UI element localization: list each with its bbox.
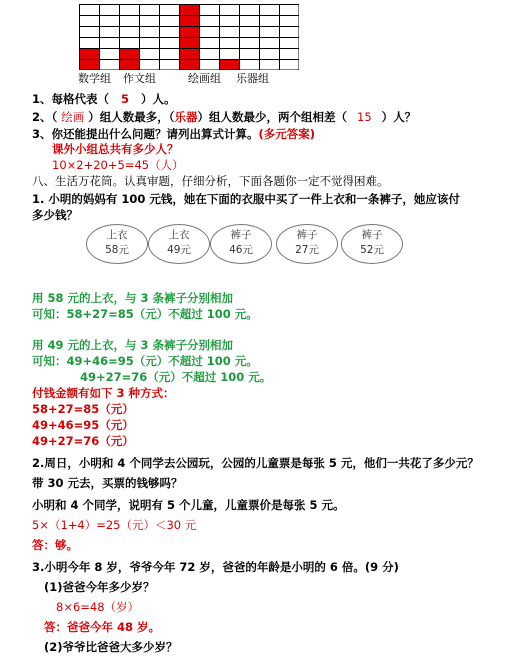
result-1-a: 58+27=85（元） bbox=[32, 402, 134, 416]
question-1: 1、每格代表（ 5 ）人。 bbox=[32, 92, 176, 106]
chart-label-painting: 绘画组 bbox=[188, 72, 221, 85]
problem-1-line1: 1. 小明的妈妈有 100 元钱，她在下面的衣服中买了一件上衣和一条裤子，她应该付 bbox=[32, 192, 460, 206]
problem-3-sub2: (2)爷爷比爸爸大多少岁？ bbox=[44, 640, 178, 654]
problem-2-calc: 5×（1+4）=25（元）＜30 元 bbox=[32, 518, 197, 532]
filled-cell bbox=[179, 59, 199, 70]
answer-3-calc: 10×2+20+5=45（人） bbox=[52, 158, 184, 172]
solution-1-line5: 49+27=76（元）不超过 100 元。 bbox=[80, 370, 272, 384]
result-1-b: 49+46=95（元） bbox=[32, 418, 134, 432]
filled-cell bbox=[79, 59, 99, 70]
problem-3-calc1: 8×6=48（岁） bbox=[56, 600, 140, 614]
filled-cell bbox=[179, 15, 199, 26]
solution-1-line1: 用 58 元的上衣，与 3 条裤子分别相加 bbox=[32, 291, 234, 305]
filled-cell bbox=[179, 48, 199, 59]
group-chart bbox=[79, 4, 299, 70]
filled-cell bbox=[179, 26, 199, 37]
filled-cell bbox=[219, 59, 239, 70]
filled-cell bbox=[179, 4, 199, 15]
problem-2-line3: 小明和 4 个同学，说明有 5 个儿童，儿童票价是每张 5 元。 bbox=[32, 498, 345, 512]
solution-1-line3: 用 49 元的上衣，与 3 条裤子分别相加 bbox=[32, 338, 234, 352]
answer-2c: 15 bbox=[357, 110, 372, 124]
question-2: 2、（ 绘画 ）组人数最多，（乐器）组人数最少，两个组相差（ 15 ）人？ bbox=[32, 110, 417, 124]
answer-1: 5 bbox=[121, 92, 130, 106]
filled-cell bbox=[119, 48, 139, 59]
problem-3-line1: 3.小明今年 8 岁，爷爷今年 72 岁，爸爸的年龄是小明的 6 倍。(9 分) bbox=[32, 560, 399, 574]
answer-2b: 乐器 bbox=[174, 110, 198, 124]
problem-2-answer: 答：够。 bbox=[32, 538, 78, 552]
clothing-item: 裤子 52元 bbox=[341, 224, 403, 264]
problem-2-line1: 2.周日，小明和 4 个同学去公园玩，公园的儿童票是每张 5 元，他们一共花了多少元？ bbox=[32, 456, 479, 470]
answer-2a: 绘画 bbox=[61, 110, 85, 124]
chart-label-math: 数学组 bbox=[78, 72, 111, 85]
clothing-item: 裤子 46元 bbox=[210, 224, 272, 264]
section-8-title: 八、生活万花筒。认真审题，仔细分析，下面各题你一定不觉得困难。 bbox=[32, 174, 389, 188]
answer-3-question: 课外小组总共有多少人？ bbox=[52, 142, 179, 156]
problem-3-sub1: (1)爸爸今年多少岁？ bbox=[44, 580, 155, 594]
problem-1-line2: 多少钱？ bbox=[32, 208, 78, 222]
filled-cell bbox=[119, 59, 139, 70]
result-1-c: 49+27=76（元） bbox=[32, 434, 134, 448]
solution-1-line4: 可知：49+46=95（元）不超过 100 元。 bbox=[32, 354, 258, 368]
clothing-item: 上衣 58元 bbox=[86, 224, 148, 264]
chart-label-writing: 作文组 bbox=[123, 72, 156, 85]
problem-2-line2: 带 30 元去，买票的钱够吗？ bbox=[32, 476, 183, 490]
chart-label-music: 乐器组 bbox=[236, 72, 269, 85]
solution-1-line2: 可知：58+27=85（元）不超过 100 元。 bbox=[32, 307, 258, 321]
clothing-item: 裤子 27元 bbox=[276, 224, 338, 264]
problem-3-answer1: 答：爸爸今年 48 岁。 bbox=[44, 620, 161, 634]
question-3: 3、你还能提出什么问题？请列出算式计算。(多元答案) bbox=[32, 127, 316, 141]
result-1-intro: 付钱金额有如下 3 种方式： bbox=[32, 386, 175, 400]
filled-cell bbox=[179, 37, 199, 48]
clothing-item: 上衣 49元 bbox=[148, 224, 210, 264]
filled-cell bbox=[79, 48, 99, 59]
